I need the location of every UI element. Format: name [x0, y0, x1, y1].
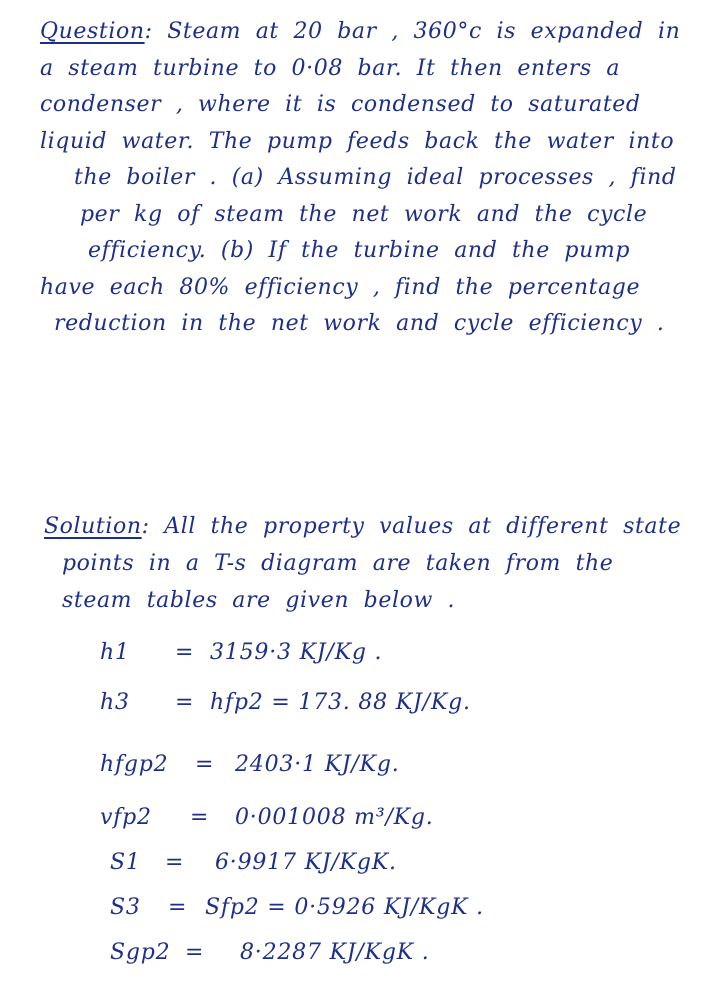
question-text-line: condenser , where it is condensed to saturated	[40, 92, 641, 117]
equals-sign: =	[185, 940, 205, 965]
solution-block	[44, 508, 704, 619]
property-value: hfp2 = 173. 88 KJ/Kg.	[210, 690, 471, 715]
property-symbol: S3	[110, 895, 141, 920]
property-symbol: h3	[100, 690, 130, 715]
property-symbol: h1	[100, 640, 130, 665]
question-label: Question	[40, 19, 145, 44]
question-text-line: the boiler . (a) Assuming ideal processes , find	[74, 165, 677, 190]
property-value: 6·9917 KJ/KgK.	[215, 850, 397, 875]
question-text-line: efficiency. (b) If the turbine and the pump	[88, 238, 630, 263]
question-text-line: a steam turbine to 0·08 bar. It then enters a	[40, 55, 621, 81]
property-symbol: S1	[110, 850, 141, 875]
solution-text-line: steam tables are given below .	[62, 588, 456, 613]
solution-text-line: points in a T-s diagram are taken from the	[62, 551, 614, 576]
question-block	[40, 14, 700, 343]
equals-sign: =	[195, 752, 215, 777]
question-text-line: reduction in the net work and cycle efficiency .	[54, 311, 665, 336]
solution-label: Solution	[44, 514, 142, 539]
equals-sign: =	[175, 690, 195, 715]
property-symbol: Sgp2	[110, 940, 171, 965]
property-value: 3159·3 KJ/Kg .	[210, 640, 383, 665]
property-value: 8·2287 KJ/KgK .	[240, 940, 430, 965]
equals-sign: =	[168, 895, 188, 920]
question-text-line: : Steam at 20 bar , 360°c is expanded in	[144, 19, 681, 44]
equals-sign: =	[190, 805, 210, 830]
solution-text-line: : All the property values at different state	[141, 514, 682, 539]
property-value: 0·001008 m³/Kg.	[235, 805, 434, 830]
property-value: 2403·1 KJ/Kg.	[235, 752, 400, 777]
equals-sign: =	[165, 850, 185, 875]
solution-line-1	[44, 508, 704, 545]
property-symbol: hfgp2	[100, 752, 169, 777]
question-text-line: liquid water. The pump feeds back the water into	[40, 128, 675, 154]
property-symbol: vfp2	[100, 805, 152, 830]
question-text-line: per kg of steam the net work and the cycle	[80, 201, 648, 227]
question-line-1	[40, 14, 700, 51]
property-value: Sfp2 = 0·5926 KJ/KgK .	[205, 895, 484, 920]
question-text-line: have each 80% efficiency , find the percentage	[40, 274, 641, 300]
equals-sign: =	[175, 640, 195, 665]
